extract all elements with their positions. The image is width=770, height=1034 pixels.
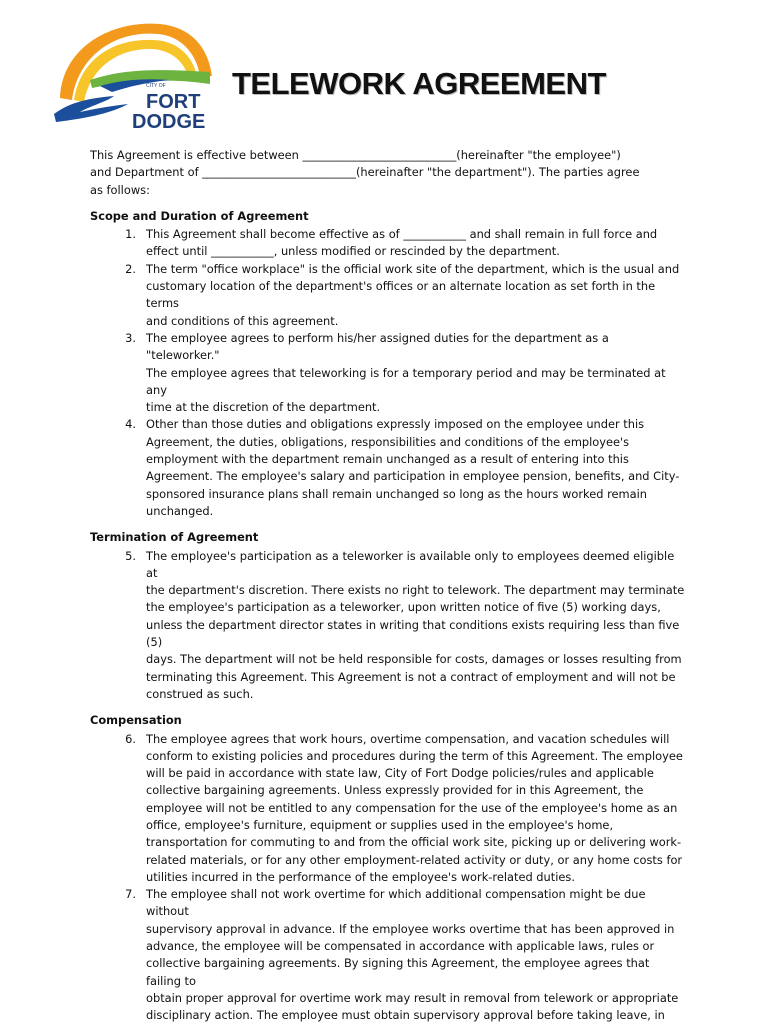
list-item <box>90 226 685 261</box>
section-scope <box>90 208 685 520</box>
section-list <box>90 548 685 704</box>
section-termination <box>90 529 685 703</box>
list-item <box>90 416 685 520</box>
section-heading: Scope and Duration of Agreement <box>90 208 309 223</box>
document-body <box>90 147 685 1034</box>
river-swoosh <box>54 96 128 122</box>
item-text: The employee agrees that work hours, overtime compensation, and vacation schedules will conform to existing policies and procedures during the term of this Agreement. The employee will be paid in accordance with state law, City of Fort Dodge policies/rules and applicable collective bargaining agreements. Unless expressly provided for in this Agreement, the employee will not be entitled to any compensation for the use of the employee's home as an office, employee's furniture, equipment or supplies used in the employee's home, transportation for commuting to and from the official work site, picking up or delivering work- related materials, or for any other employment-related activity or duty, or any home costs for utilities incurred in the performance of the employee's work-related duties. <box>146 731 683 884</box>
item-text: The employee agrees to perform his/her assigned duties for the department as a "teleworker." The employee agrees that teleworking is for a temporary period and may be terminated at any time at the discretion of the department. <box>146 330 666 415</box>
section-list <box>90 731 685 1025</box>
item-number: 5. <box>125 548 136 563</box>
section-heading: Termination of Agreement <box>90 530 259 545</box>
list-item <box>90 886 685 1024</box>
item-number: 6. <box>125 731 136 746</box>
item-text: The employee's participation as a teleworker is available only to employees deemed eligible at the department's discretion. There exists no right to telework. The department may terminate the employee's participation as a teleworker, upon written notice of five (5) working days, unless the department director states in writing that conditions exists requiring less than five (5) days. The department will not be held responsible for costs, damages or losses resulting from terminating this Agreement. This Agreement is not a contract of employment and will not be construed as such. <box>146 548 685 701</box>
list-item <box>90 731 685 887</box>
item-number: 3. <box>125 330 136 345</box>
list-item <box>90 330 685 416</box>
item-text: This Agreement shall become effective as of ___________ and shall remain in full force and effect until ___________, unless modified or rescinded by the department. <box>146 227 658 259</box>
fort-dodge-logo-graphic <box>50 18 215 133</box>
page-title: TELEWORK AGREEMENT <box>232 66 606 101</box>
section-list <box>90 226 685 520</box>
city-logo <box>50 18 215 133</box>
item-number: 1. <box>125 227 136 242</box>
logo-small-text: CITY OF <box>146 83 166 89</box>
item-text: Other than those duties and obligations expressly imposed on the employee under this Agreement, the duties, obligations, responsibilities and conditions of the employee's employment with the department remain unchanged as a result of entering into this Agreement. The employee's salary and participation in employee pension, benefits, and City- sponsored insurance plans shall remain unchanged so long as the hours worked remain unchanged. <box>146 417 680 518</box>
item-number: 4. <box>125 417 136 432</box>
logo-line1: FORT <box>146 91 201 113</box>
section-compensation <box>90 712 685 1024</box>
item-text: The employee shall not work overtime for which additional compensation might be due without supervisory approval in advance. If the employee works overtime that has been approved in advance, the employee will be compensated in accordance with applicable laws, rules or collective bargaining agreements. By signing this Agreement, the employee agrees that failing to obtain proper approval for overtime work may result in removal from telework or appropriate disciplinary action. The employee must obtain supervisory approval before taking leave, in <box>146 887 679 1023</box>
section-heading: Compensation <box>90 713 182 728</box>
item-number: 2. <box>125 261 136 276</box>
list-item <box>90 261 685 330</box>
item-text: The term "office workplace" is the official work site of the department, which is the usual and customary location of the department's offices or an alternate location as set forth in the terms and conditions of this agreement. <box>146 261 680 328</box>
logo-line2: DODGE <box>132 111 206 133</box>
item-number: 7. <box>125 887 136 902</box>
intro-paragraph: This Agreement is effective between ___________________________(hereinafter "the employee") and Department of ___________________________(hereinafter "the department"). The parties agree as follows: <box>90 148 640 197</box>
list-item <box>90 548 685 704</box>
